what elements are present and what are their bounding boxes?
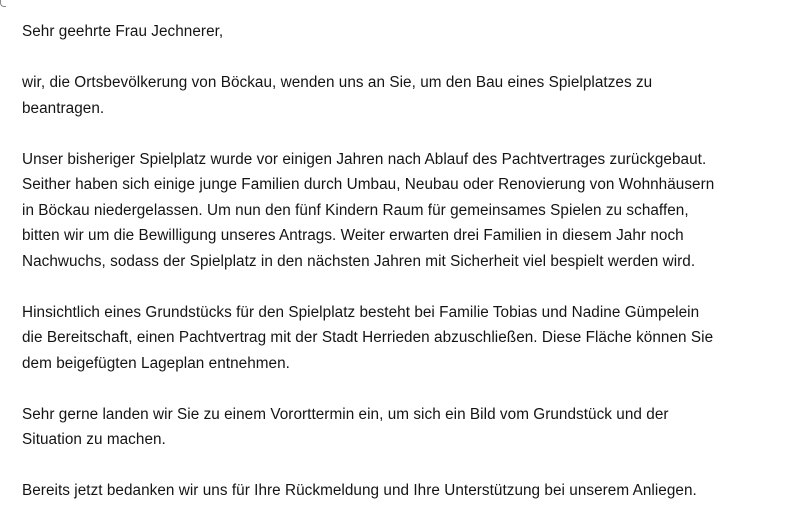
letter-body [22,19,792,504]
paragraph-line: Sehr gerne landen wir Sie zu einem Vororttermin ein, um sich ein Bild vom Grundstück und der [22,405,669,423]
paragraph-line: wir, die Ortsbevölkerung von Böckau, wenden uns an Sie, um den Bau eines Spielplatzes zu [22,74,653,91]
paragraph-land [22,300,792,377]
paragraph-line: die Bereitschaft, einen Pachtvertrag mit der Stadt Herrieden abzuschließen. Diese Fläche können Sie [22,329,714,346]
paragraph-line: in Böckau niedergelassen. Um nun den fünf Kindern Raum für gemeinsames Spielen zu schaffen, [22,201,689,219]
corner-fold-mark [0,0,6,7]
paragraph-request [22,70,792,121]
salutation: Sehr geehrte Frau Jechnerer, [22,23,224,40]
paragraph-invitation [22,402,792,453]
paragraph-line: dem beigefügten Lageplan entnehmen. [22,354,290,372]
paragraph-line: Unser bisheriger Spielplatz wurde vor einigen Jahren nach Ablauf des Pachtvertrages zurückgebaut. [22,150,707,168]
paragraph-background [22,147,792,275]
paragraph-thanks [22,478,792,504]
paragraph-line: Seither haben sich einige junge Familien durch Umbau, Neubau oder Renovierung von Wohnhäusern [22,176,715,193]
paragraph-line: Bereits jetzt bedanken wir uns für Ihre Rückmeldung und Ihre Unterstützung bei unserem Anliegen. [22,482,697,499]
paragraph-line: bitten wir um die Bewilligung unseres Antrags. Weiter erwarten drei Familien in diesem Jahr noch [22,227,684,244]
paragraph-line: Nachwuchs, sodass der Spielplatz in den nächsten Jahren mit Sicherheit viel bespielt werden wird. [22,252,696,270]
paragraph-line: beantragen. [22,99,105,117]
paragraph-line: Hinsichtlich eines Grundstücks für den Spielplatz besteht bei Familie Tobias und Nadine Gümpelein [22,303,700,321]
paragraph-line: Situation zu machen. [22,431,166,448]
